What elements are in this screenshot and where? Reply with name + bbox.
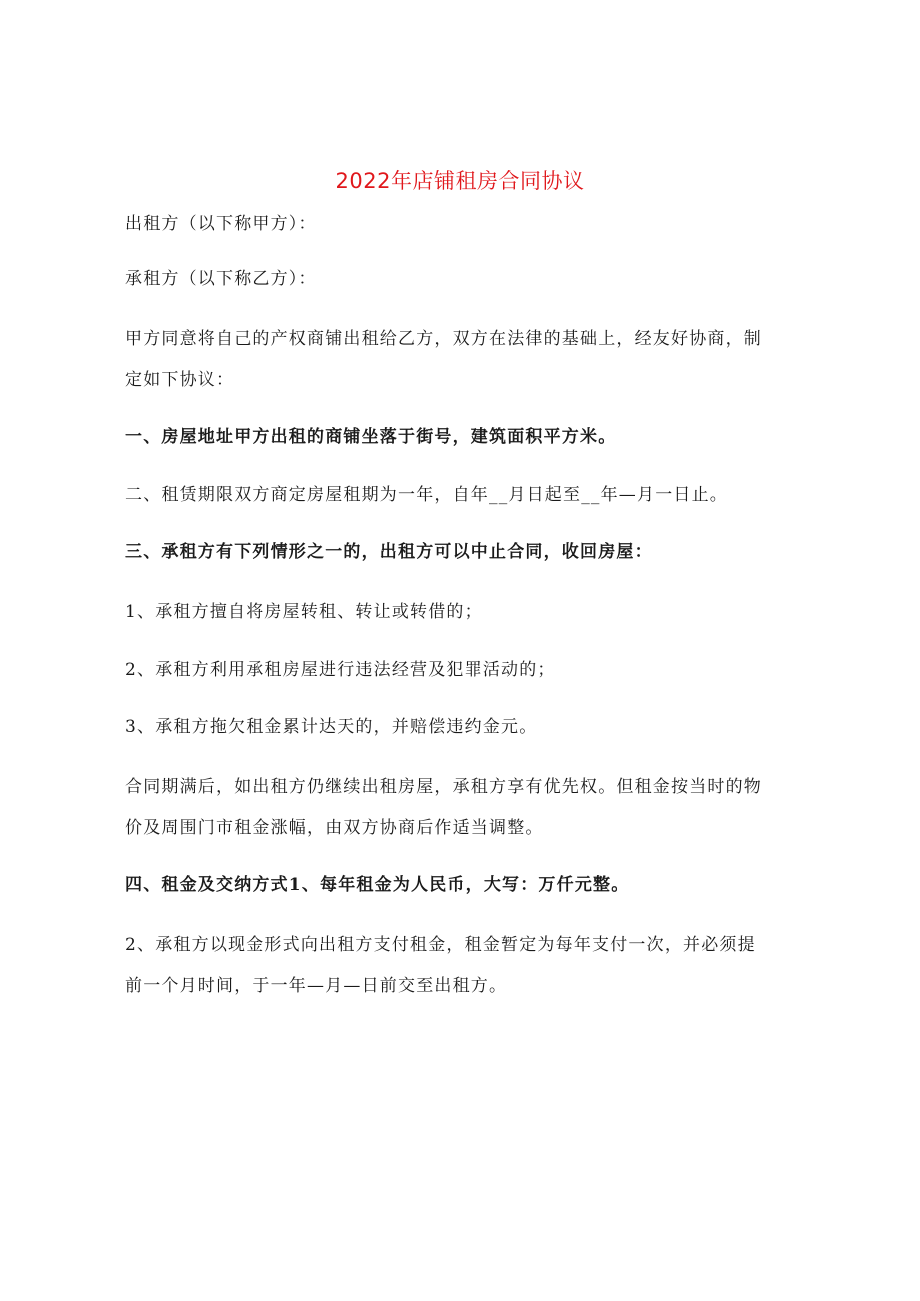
section-2-term: 二、租赁期限双方商定房屋租期为一年，自年__月日起至__年—月一日止。 <box>125 485 728 505</box>
clause-4-2-line1: 2、承租方以现金形式向出租方支付租金，租金暂定为每年支付一次，并必须提 <box>125 935 756 955</box>
clause-3-1: 1、承租方擅自将房屋转租、转让或转借的； <box>125 602 483 622</box>
paragraph-renewal-line2: 价及周围门市租金涨幅，由双方协商后作适当调整。 <box>125 818 544 838</box>
document-title: 2022年店铺租房合同协议 <box>335 169 585 193</box>
section-4-rent: 四、租金及交纳方式1、每年租金为人民币，大写：万仟元整。 <box>125 875 630 895</box>
clause-3-3: 3、承租方拖欠租金累计达天的，并赔偿违约金元。 <box>125 717 538 737</box>
clause-3-2: 2、承租方利用承租房屋进行违法经营及犯罪活动的； <box>125 660 556 680</box>
section-3-termination: 三、承租方有下列情形之一的，出租方可以中止合同，收回房屋： <box>125 542 653 562</box>
paragraph-lessor: 出租方（以下称甲方）： <box>125 214 317 234</box>
clause-4-2-line2: 前一个月时间，于一年—月—日前交至出租方。 <box>125 976 508 996</box>
paragraph-intro-line1: 甲方同意将自己的产权商铺出租给乙方，双方在法律的基础上，经友好协商，制 <box>125 329 762 349</box>
paragraph-renewal-line1: 合同期满后，如出租方仍继续出租房屋，承租方享有优先权。但租金按当时的物 <box>125 777 762 797</box>
section-1-address: 一、房屋地址甲方出租的商铺坐落于街号，建筑面积平方米。 <box>125 427 617 447</box>
paragraph-intro-line2: 定如下协议： <box>125 370 235 390</box>
paragraph-lessee: 承租方（以下称乙方）： <box>125 269 317 289</box>
